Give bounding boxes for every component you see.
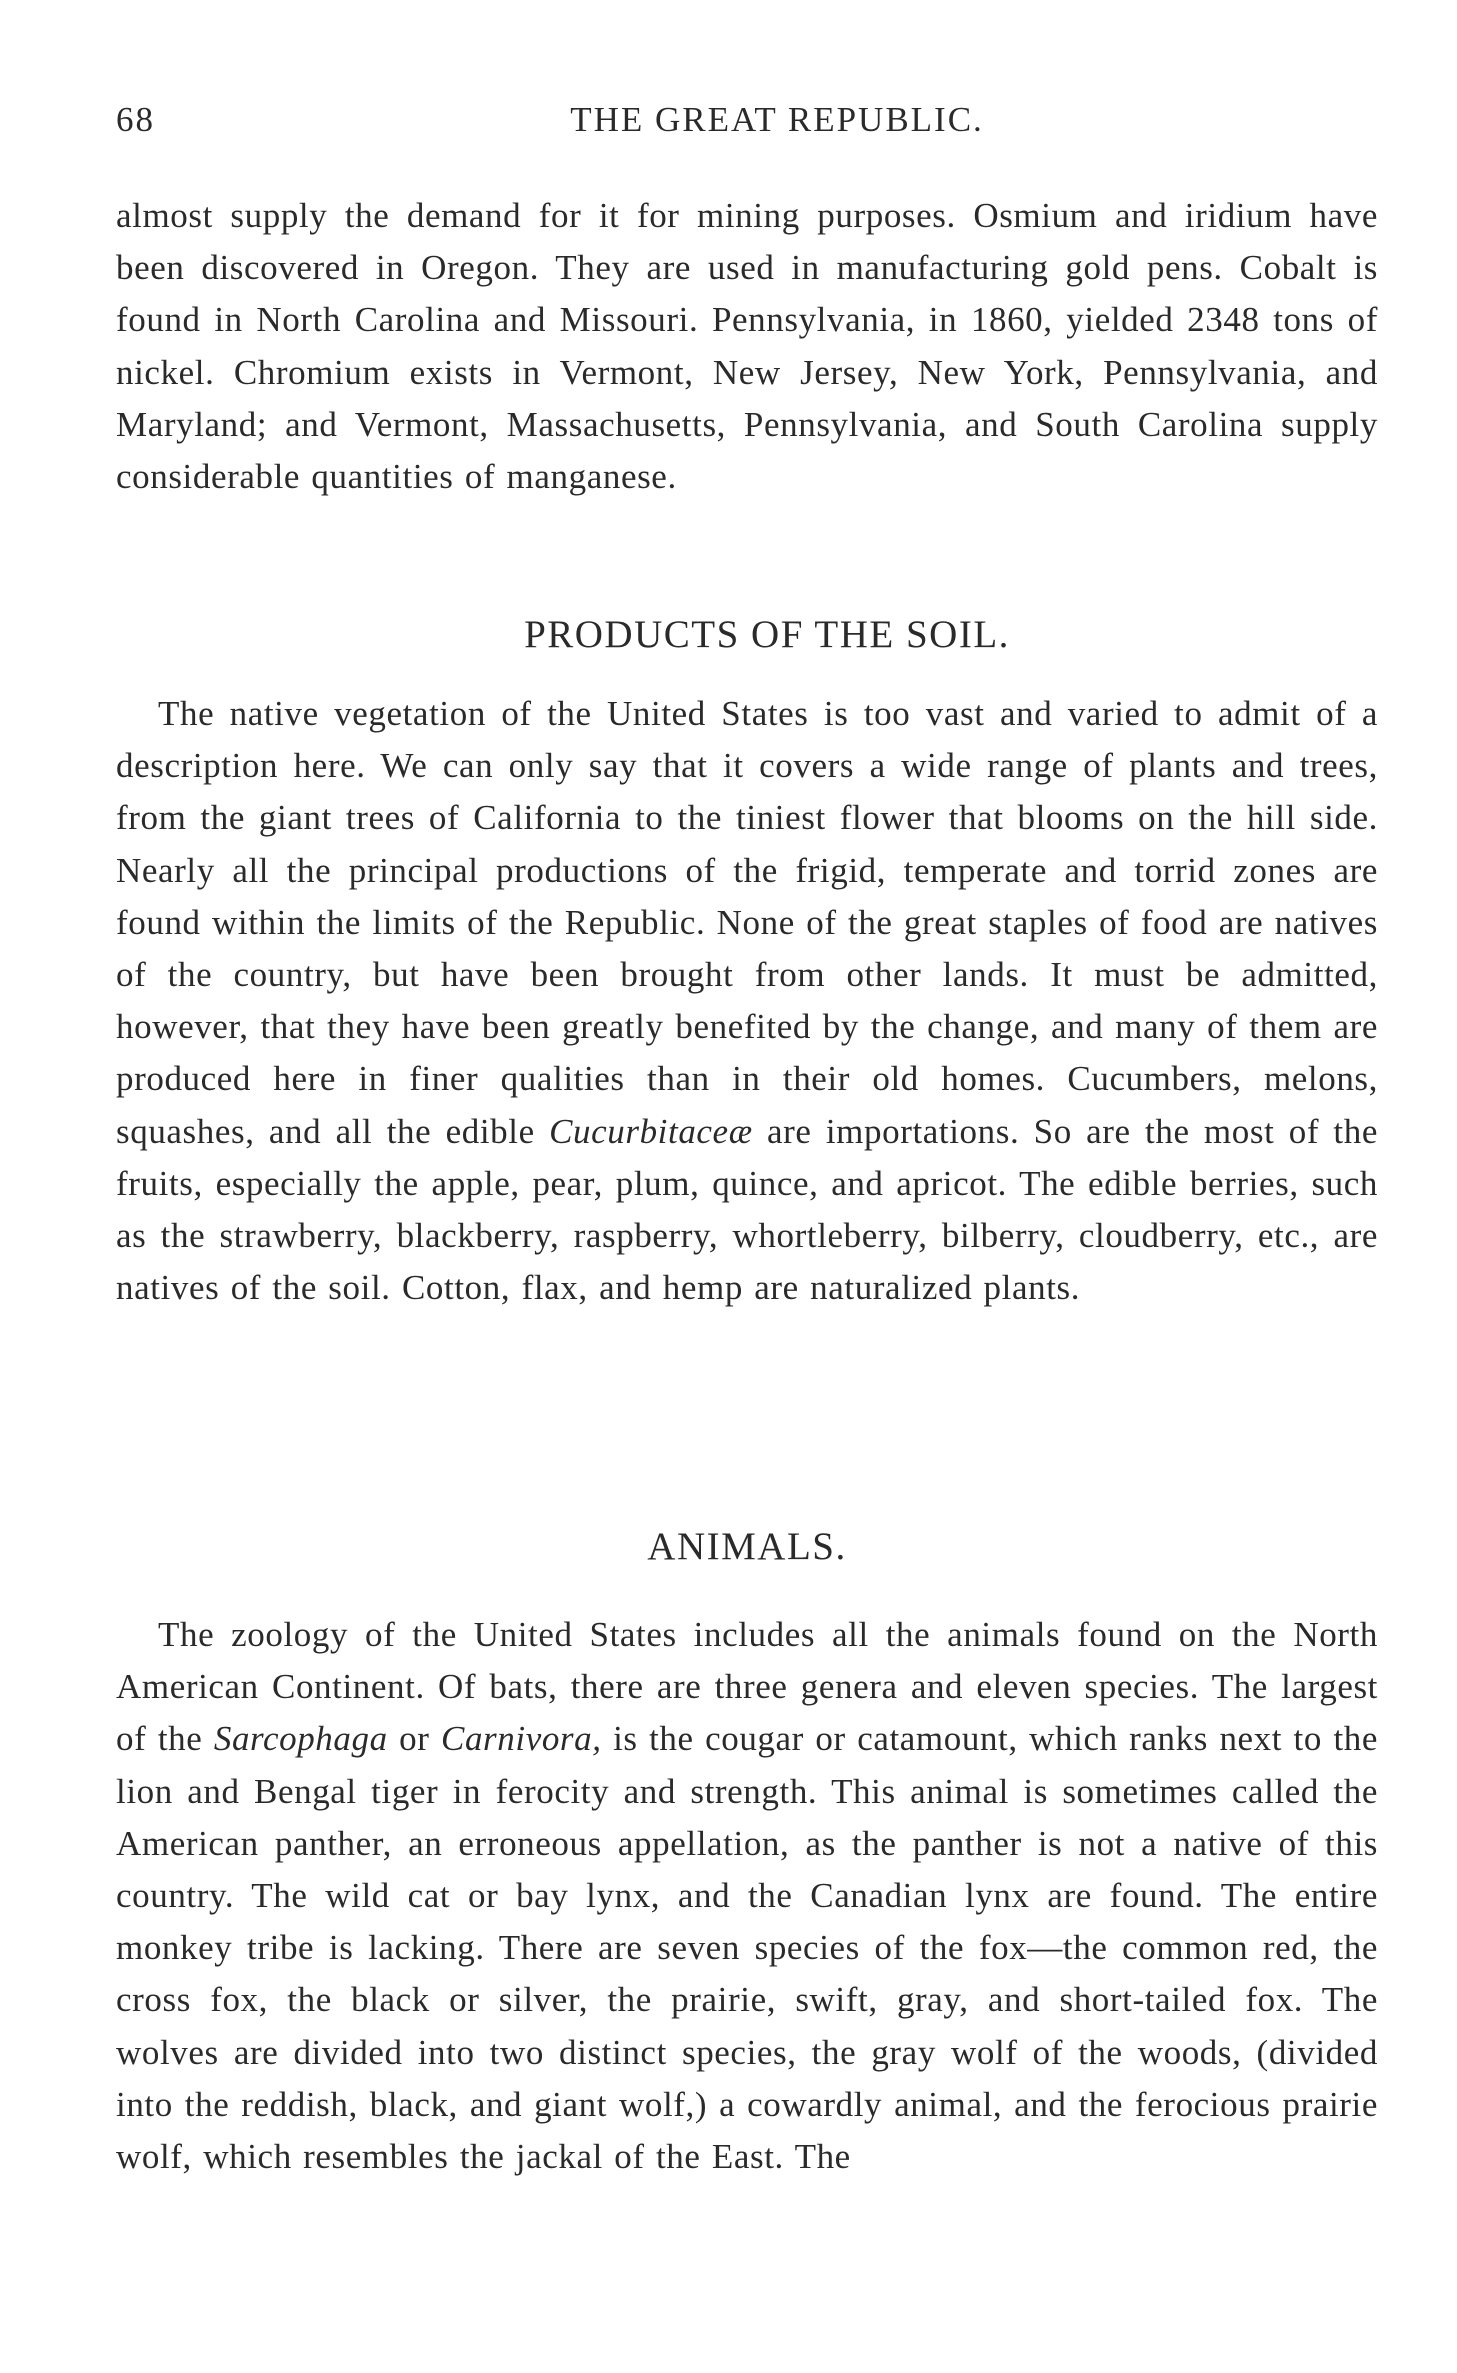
paragraph-zoology-text-b: is the cougar or catamount, which ranks next to the lion and Bengal tiger in ferocity and strength. This animal is sometimes called the American panther, an erroneous appellation, as the panther is not a native of this country. The wild cat or bay lynx, and the Canadian lynx are found. The entire monkey tribe is lacking. There are seven species of the fox—the common red, the cross fox, the black or silver, the prairie, swift, gray, and short-tailed fox. The wolves are divided into two distinct species, the gray wolf of the woods, (divided into the reddish, black, and giant wolf,) a cowardly animal, and the ferocious prairie wolf, which resembles the jackal of the East. The xyxy=(116,1719,1378,2177)
paragraph-zoology-text-a: The zoology of the United States includes all the animals found on the North American Continent. Of bats, there are three genera and eleven species. The largest of the xyxy=(116,1615,1378,1759)
term-cucurbitaceae: Cucurbitaceæ xyxy=(549,1111,753,1151)
running-title: THE GREAT REPUBLIC. xyxy=(570,100,984,139)
running-head xyxy=(116,100,1378,150)
paragraph-vegetation-text-b: are importations. So are the most of the fruits, especially the apple, pear, plum, quince, and apricot. The edible berries, such as the strawberry, blackberry, raspberry, whortleberry, bilberry, cloudberry, etc., are natives of the soil. Cotton, flax, and hemp are naturalized plants. xyxy=(116,1111,1378,1308)
paragraph-zoology-or: or xyxy=(399,1719,430,1759)
term-sarcophaga: Sarcophaga xyxy=(213,1719,388,1759)
term-carnivora: Carnivora, xyxy=(441,1719,602,1759)
paragraph-vegetation xyxy=(116,688,1378,1314)
paragraph-zoology xyxy=(116,1609,1378,2183)
paragraph-minerals: almost supply the demand for it for mining purposes. Osmium and iridium have been discovered in Oregon. They are used in manufacturing gold pens. Cobalt is found in North Carolina and Missouri. Pennsylvania, in 1860, yielded 2348 tons of nickel. Chromium exists in Vermont, New Jersey, New York, Pennsylvania, and Maryland; and Vermont, Massachusetts, Pennsylvania, and South Carolina supply considerable quantities of manganese. xyxy=(116,196,1378,497)
heading-animals: ANIMALS. xyxy=(647,1525,847,1568)
page-number: 68 xyxy=(116,100,155,139)
paragraph-vegetation-text-a: The native vegetation of the United States is too vast and varied to admit of a description here. We can only say that it covers a wide range of plants and trees, from the giant trees of California to the tiniest flower that blooms on the hill side. Nearly all the principal productions of the frigid, temperate and torrid zones are found within the limits of the Republic. None of the great staples of food are natives of the country, but have been brought from other lands. It must be admitted, however, that they have been greatly benefited by the change, and many of them are produced here in finer qualities than in their old homes. Cucumbers, melons, squashes, and all the edible xyxy=(116,694,1378,1151)
heading-products-of-the-soil: PRODUCTS OF THE SOIL. xyxy=(524,613,1010,656)
